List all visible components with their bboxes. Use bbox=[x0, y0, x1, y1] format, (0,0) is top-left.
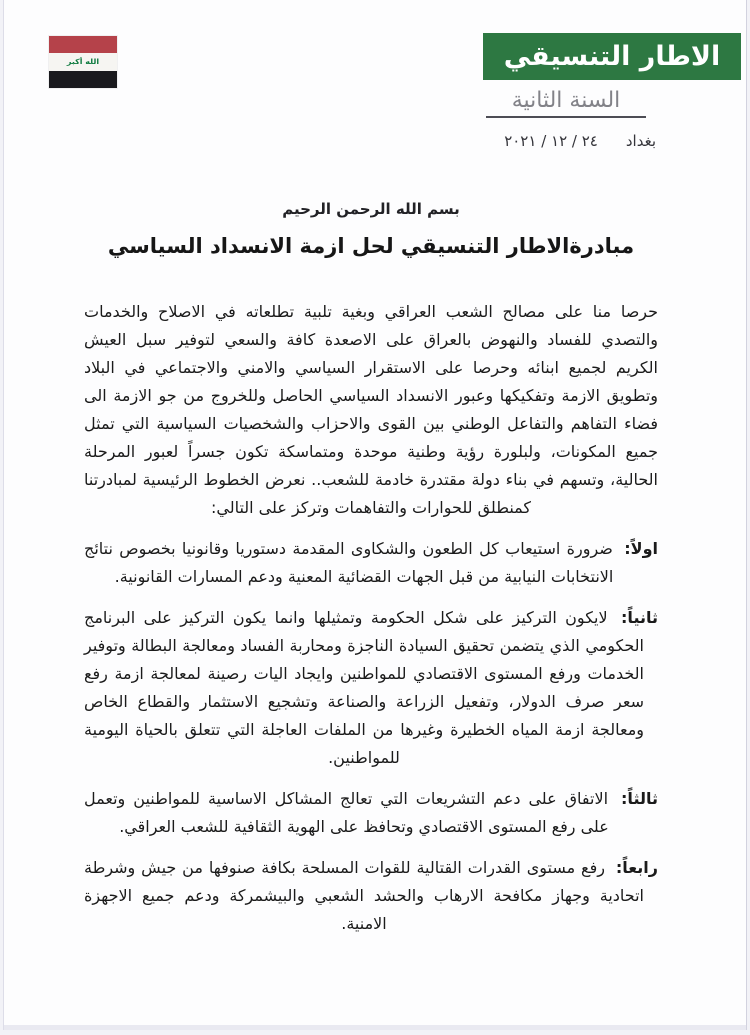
item-number: ثالثاً: bbox=[621, 789, 658, 808]
list-item-fourth bbox=[84, 854, 658, 938]
year-label: السنة الثانية bbox=[486, 88, 646, 118]
city-label: بغداد bbox=[625, 132, 656, 150]
flag-white-stripe bbox=[49, 53, 117, 71]
item-text: رفع مستوى القدرات القتالية للقوات المسلحة بكافة صنوفها من جيش وشرطة اتحادية وجهاز مكافحة الارهاب والحشد الشعبي والبيشمركة ودعم جميع الاجهزة الامنية. bbox=[84, 858, 644, 933]
flag-black-stripe bbox=[49, 71, 117, 88]
flag-takbir-text: الله أكبر bbox=[66, 57, 100, 66]
intro-paragraph: حرصا منا على مصالح الشعب العراقي وبغية تلبية تطلعاته في الاصلاح والخدمات والتصدي للفساد والنهوض بالعراق على الاصعدة كافة والسعي لتوفير سبل العيش الكريم لجميع ابنائه وحرصا على الاستقرار السياسي والامني والاجتماعي في البلاد وتطويق الازمة وتفكيكها وعبور الانسداد السياسي الحاصل وللخروج من جو الازمة الى فضاء التفاهم والتفاعل الوطني بين القوى والاحزاب والشخصيات السياسية التي تمثل جميع المكونات، ولبلورة رؤية وطنية موحدة ومتماسكة تكون جسراً لعبور المرحلة الحالية، وتسهم في بناء دولة مقتدرة خادمة للشعب.. نعرض الخطوط الرئيسية لمبادرتنا كمنطلق للحوارات والتفاهمات وتركز على التالي: bbox=[84, 302, 658, 517]
item-text: لايكون التركيز على شكل الحكومة وتمثيلها وانما يكون التركيز على البرنامج الحكومي الذي يتضمن تحقيق السيادة الناجزة ومحاربة الفساد ومعالجة البطالة وتوفير الخدمات ورفع المستوى الاقتصادي للمواطنين وايجاد اليات رصينة لمعالجة ازمة رفع سعر صرف الدولار، وتفعيل الزراعة والصناعة وتشجيع الاستثمار والقطاع الخاص ومعالجة ازمة المياه الخطيرة وغيرها من الملفات العاجلة التي تتعلق بالحياة اليومية للمواطنين. bbox=[84, 608, 644, 767]
list-item-first bbox=[84, 535, 658, 591]
list-item-third bbox=[84, 785, 658, 841]
list-item-second bbox=[84, 604, 658, 772]
item-text: الاتفاق على دعم التشريعات التي تعالج المشاكل الاساسية للمواطنين وتعمل على رفع المستوى الاقتصادي وتحافظ على الهوية الثقافية للشعب العراقي. bbox=[84, 789, 609, 836]
item-text: ضرورة استيعاب كل الطعون والشكاوى المقدمة دستوريا وقانونيا بخصوص نتائج الانتخابات النيابية من قبل الجهات القضائية المعنية ودعم المسارات القانونية. bbox=[84, 539, 614, 586]
flag-red-stripe bbox=[49, 36, 117, 53]
date-value: ٢٤ / ١٢ / ٢٠٢١ bbox=[504, 132, 598, 150]
org-banner-label: الاطار التنسيقي bbox=[503, 41, 721, 72]
date-line bbox=[504, 132, 656, 150]
bismillah: بسم الله الرحمن الرحيم bbox=[282, 200, 460, 218]
iraq-flag-icon bbox=[49, 36, 117, 88]
org-banner bbox=[483, 33, 741, 80]
document-title: مبادرةالاطار التنسيقي لحل ازمة الانسداد السياسي bbox=[107, 234, 635, 258]
item-number: ثانياً: bbox=[621, 608, 658, 627]
document-body bbox=[84, 200, 658, 938]
scan-bottom-edge bbox=[4, 1025, 746, 1030]
item-number: اولاً: bbox=[624, 539, 658, 558]
document-page bbox=[3, 0, 747, 1030]
item-number: رابعاً: bbox=[615, 858, 658, 877]
